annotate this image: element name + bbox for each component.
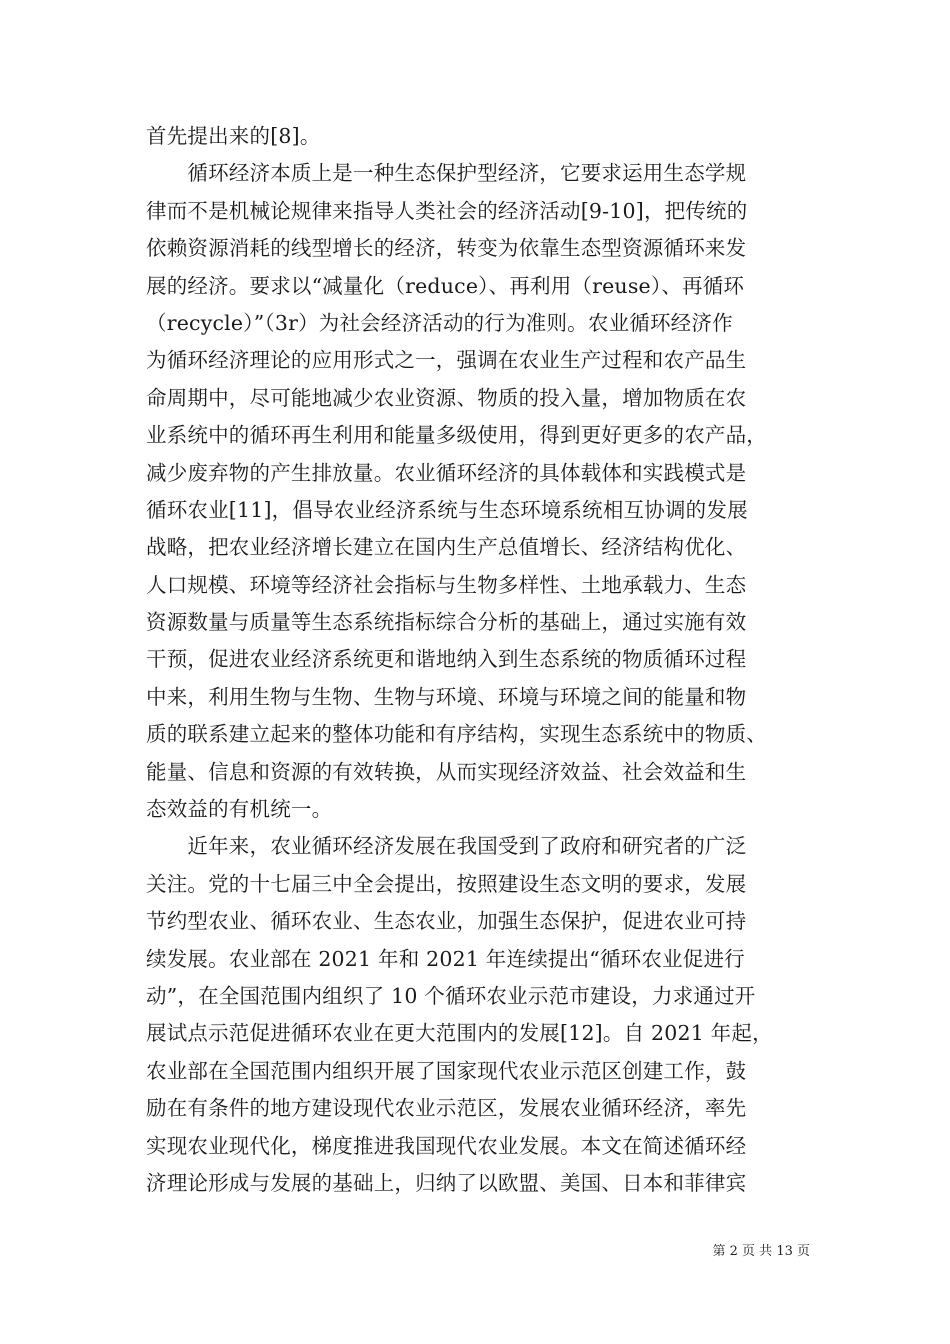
text-line: 济理论形成与发展的基础上，归纳了以欧盟、美国、日本和菲律宾 <box>146 1170 747 1195</box>
text-line: 战略，把农业经济增长建立在国内生产总值增长、经济结构优化、 <box>146 535 747 560</box>
text-line: 续发展。农业部在 2021 年和 2021 年连续提出“循环农业促进行 <box>146 946 745 971</box>
text-line: 能量、信息和资源的有效转换，从而实现经济效益、社会效益和生 <box>146 759 747 784</box>
page-number-footer: 第 2 页 共 13 页 <box>712 1244 810 1259</box>
text-line: 资源数量与质量等生态系统指标综合分析的基础上，通过实施有效 <box>146 610 747 635</box>
text-line: 展的经济。要求以“减量化（reduce）、再利用（reuse）、再循环 <box>146 273 745 298</box>
text-line: 律而不是机械论规律来指导人类社会的经济活动[9-10]，把传统的 <box>146 198 748 223</box>
body-text <box>146 118 826 1202</box>
text-line: 循环经济本质上是一种生态保护型经济，它要求运用生态学规 <box>146 161 747 186</box>
text-line: 首先提出来的[8]。 <box>146 124 321 148</box>
text-line: 实现农业现代化，梯度推进我国现代农业发展。本文在简述循环经 <box>146 1133 747 1158</box>
text-line: 质的联系建立起来的整体功能和有序结构，实现生态系统中的物质、 <box>146 722 767 747</box>
text-line: 为循环经济理论的应用形式之一，强调在农业生产过程和农产品生 <box>146 348 747 373</box>
text-line: 展试点示范促进循环农业在更大范围内的发展[12]。自 2021 年起， <box>146 1021 773 1046</box>
text-line: 节约型农业、循环农业、生态农业，加强生态保护，促进农业可持 <box>146 909 747 934</box>
text-line: 农业部在全国范围内组织开展了国家现代农业示范区创建工作，鼓 <box>146 1058 747 1083</box>
text-line: 依赖资源消耗的线型增长的经济，转变为依靠生态型资源循环来发 <box>146 236 747 261</box>
text-line: 关注。党的十七届三中全会提出，按照建设生态文明的要求，发展 <box>146 871 747 896</box>
text-line: 态效益的有机统一。 <box>146 797 333 822</box>
text-line: 励在有条件的地方建设现代农业示范区，发展农业循环经济，率先 <box>146 1096 747 1121</box>
text-line: 近年来，农业循环经济发展在我国受到了政府和研究者的广泛 <box>146 834 747 859</box>
text-line: 循环农业[11]，倡导农业经济系统与生态环境系统相互协调的发展 <box>146 497 748 522</box>
text-line: 减少废弃物的产生排放量。农业循环经济的具体载体和实践模式是 <box>146 460 747 485</box>
text-line: 命周期中，尽可能地减少农业资源、物质的投入量，增加物质在农 <box>146 385 747 410</box>
text-line: （recycle）”（3r）为社会经济活动的行为准则。农业循环经济作 <box>146 310 733 335</box>
text-line: 中来，利用生物与生物、生物与环境、环境与环境之间的能量和物 <box>146 684 747 709</box>
text-line: 业系统中的循环再生利用和能量多级使用，得到更好更多的农产品， <box>146 423 767 448</box>
text-line: 人口规模、环境等经济社会指标与生物多样性、土地承载力、生态 <box>146 572 747 597</box>
text-line: 动”，在全国范围内组织了 10 个循环农业示范市建设，力求通过开 <box>146 983 756 1008</box>
text-line: 干预，促进农业经济系统更和谐地纳入到生态系统的物质循环过程 <box>146 647 747 672</box>
